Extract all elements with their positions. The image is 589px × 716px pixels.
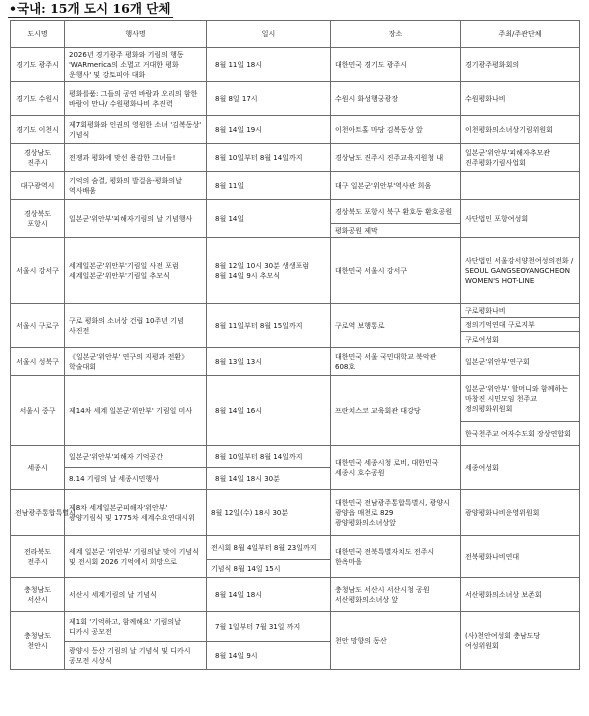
table-row (11, 200, 580, 224)
city-cell: 세종시 (11, 446, 65, 490)
org-cell: 경기광주평화회의 (461, 48, 580, 82)
header-city: 도시명 (11, 21, 65, 48)
event-cell: 평화를품: 그들의 공연 바람과 오리의 함한 바람이 만나/ 수원평화나비 추진력 (65, 82, 207, 116)
header-event: 행사명 (65, 21, 207, 48)
event-cell: 일본군'위안부'피해자 기억공간 (65, 446, 207, 468)
table-row (11, 446, 580, 468)
date-cell: 8월 14일 18시 (207, 578, 331, 612)
city-cell: 경기도 광주시 (11, 48, 65, 82)
date-cell: 7월 1일부터 7월 31일 까지 (207, 612, 331, 642)
event-line: 세계일본군'위안부'기림일 추모식 (69, 271, 170, 280)
org-cell: 이천평화의소녀상기림위원회 (461, 116, 580, 144)
event-cell: 광양시 등산 기림의 날 기념식 및 디카시 공모전 시상식 (65, 642, 207, 670)
org-cell: 사단법인 포항여성회 (461, 200, 580, 238)
event-cell: 2026년 경기광주 평화와 기림의 행동 'WARmerica의 소멸고 거대한 평화 운행사' 및 강토피아 대화 (65, 48, 207, 82)
org-cell: 일본군'위안부'피해자추모관 진주평화기림사업회 (461, 144, 580, 172)
place-cell: 대구 일본군'위안부'역사관 희움 (331, 172, 461, 200)
event-cell: 제8차 세계일본군피해자'위안부' 광양기림식 및 1775차 세계수요연대시위 (65, 490, 207, 536)
event-cell: 제1회 '기억하고, 함께해요' 기림의날 디카시 공모전 (65, 612, 207, 642)
table-row (11, 490, 580, 536)
place-cell: 수원시 화성행궁광장 (331, 82, 461, 116)
date-line: 8월 12일 10시 30분 생생포럼 (215, 261, 310, 270)
city-cell: 경기도 이천시 (11, 116, 65, 144)
place-cell: 구로역 보행통로 (331, 304, 461, 348)
org-cell: 수원평화나비 (461, 82, 580, 116)
date-cell: 8월 12일(수) 18시 30분 (207, 490, 331, 536)
date-cell: 기념식 8월 14일 15시 (207, 560, 331, 578)
table-row (11, 48, 580, 82)
org-cell: 전북평화나비연대 (461, 536, 580, 578)
table-row (11, 376, 580, 422)
city-cell: 대구광역시 (11, 172, 65, 200)
place-cell: 대한민국 서울시 강서구 (331, 238, 461, 304)
city-cell: 경상북도 포항시 (11, 200, 65, 238)
event-cell: 제7회평화와 인권의 영원한 소녀 '김복동상' 기념식 (65, 116, 207, 144)
place-cell: 대한민국 전북특별자치도 전주시 한옥마을 (331, 536, 461, 578)
city-cell: 서울시 강서구 (11, 238, 65, 304)
event-table (10, 20, 580, 670)
date-line: 8월 14일 9시 추모식 (215, 271, 281, 280)
org-cell: 일본군'위안부'연구회 (461, 348, 580, 376)
place-cell: 대한민국 서울 국민대학교 북악관 608호 (331, 348, 461, 376)
event-cell: 전쟁과 평화에 맞선 용감한 그녀들! (65, 144, 207, 172)
event-cell: 8.14 기림의 날 세종시민행사 (65, 468, 207, 490)
table-row (11, 238, 580, 304)
org-cell: (사)천안여성회 충남도당 여성위원회 (461, 612, 580, 670)
date-cell: 8월 13일 13시 (207, 348, 331, 376)
table-row (11, 348, 580, 376)
event-cell: 세계 일본군 '위안부' 기림의날 맞이 기념식 및 전시회 2026 기억에서 희망으로 (65, 536, 207, 578)
place-cell: 경상남도 진주시 진주교육지원청 내 (331, 144, 461, 172)
place-cell: 충청남도 서산시 서산시청 공원 서산평화의소녀상 앞 (331, 578, 461, 612)
org-cell: 한국천주교 여자수도회 장상연합회 (461, 422, 580, 446)
place-cell: 천안 망향의 동산 (331, 612, 461, 670)
city-cell: 전남광주통합특별시 (11, 490, 65, 536)
place-cell: 평화공원 제막 (331, 224, 461, 238)
date-cell: 8월 10일부터 8월 14일까지 (207, 446, 331, 468)
org-cell: 광양평화나비운영위원회 (461, 490, 580, 536)
place-cell: 대한민국 세종시청 로비, 대한민국 세종시 호수공원 (331, 446, 461, 490)
table-row (11, 304, 580, 318)
date-cell: 8월 11일 18시 (207, 48, 331, 82)
event-cell: 일본군'위안부'피해자기림의 날 기념행사 (65, 200, 207, 238)
event-cell (65, 238, 207, 304)
event-cell: 기억의 숨결, 평화의 발걸음-평화의날 역사배움 (65, 172, 207, 200)
event-cell: 구로 평화의 소녀상 건립 10주년 기념 사진전 (65, 304, 207, 348)
header-org: 주최/주관단체 (461, 21, 580, 48)
header-place: 장소 (331, 21, 461, 48)
city-cell: 경상남도 진주시 (11, 144, 65, 172)
page-heading: •국내: 15개 도시 16개 단체 (8, 2, 173, 18)
org-cell (461, 172, 580, 200)
table-row (11, 536, 580, 560)
place-cell: 대한민국 경기도 광주시 (331, 48, 461, 82)
date-cell: 8월 11일부터 8월 15일까지 (207, 304, 331, 348)
org-cell: 세종여성회 (461, 446, 580, 490)
table-row (11, 172, 580, 200)
event-cell: 제14차 세계 일본군'위안부' 기림일 미사 (65, 376, 207, 446)
date-cell (207, 238, 331, 304)
date-cell: 전시회 8월 4일부터 8월 23일까지 (207, 536, 331, 560)
date-cell: 8월 8일 17시 (207, 82, 331, 116)
date-cell: 8월 14일 18시 30분 (207, 468, 331, 490)
date-cell: 8월 14일 19시 (207, 116, 331, 144)
place-cell: 대한민국 전남광주통합특별시, 광양시 광양읍 매천로 829 광양평화의소녀상앞 (331, 490, 461, 536)
org-cell: 서산평화의소녀상 보존회 (461, 578, 580, 612)
org-cell: 사단법인 서울강서양천여성의전화 / SEOUL GANGSEOYANGCHEON WOMEN'S HOT-LINE (461, 238, 580, 304)
org-cell: 일본군'위안부' 할머니와 함께하는 마창진 시민모임 천주교 정의평화위원회 (461, 376, 580, 422)
city-cell: 충청남도 천안시 (11, 612, 65, 670)
event-line: 세계일본군'위안부'기림일 사전 포럼 (69, 261, 179, 270)
city-cell: 서울시 성북구 (11, 348, 65, 376)
table-row (11, 578, 580, 612)
place-cell: 이천아트홀 마당 김복동상 앞 (331, 116, 461, 144)
city-cell: 경기도 수원시 (11, 82, 65, 116)
date-cell: 8월 14일 (207, 200, 331, 238)
org-cell: 구로여성회 (461, 332, 580, 348)
header-date: 일시 (207, 21, 331, 48)
city-cell: 서울시 구로구 (11, 304, 65, 348)
event-cell: 서산시 세계기림의 날 기념식 (65, 578, 207, 612)
org-cell: 정의기억연대 구로지부 (461, 318, 580, 332)
date-cell: 8월 11일 (207, 172, 331, 200)
header-row (11, 21, 580, 48)
table-row (11, 612, 580, 642)
event-cell: 《일본군'위안부' 연구의 지평과 전환》 학술대회 (65, 348, 207, 376)
place-cell: 프란치스코 교육회관 대강당 (331, 376, 461, 446)
city-cell: 충청남도 서산시 (11, 578, 65, 612)
city-cell: 전라북도 전주시 (11, 536, 65, 578)
place-cell: 경상북도 포항시 북구 환호동 환호공원 (331, 200, 461, 224)
org-cell: 구로평화나비 (461, 304, 580, 318)
city-cell: 서울시 중구 (11, 376, 65, 446)
table-row (11, 116, 580, 144)
table-row (11, 82, 580, 116)
date-cell: 8월 14일 16시 (207, 376, 331, 446)
date-cell: 8월 14일 9시 (207, 642, 331, 670)
table-row (11, 144, 580, 172)
date-cell: 8월 10일부터 8월 14일까지 (207, 144, 331, 172)
